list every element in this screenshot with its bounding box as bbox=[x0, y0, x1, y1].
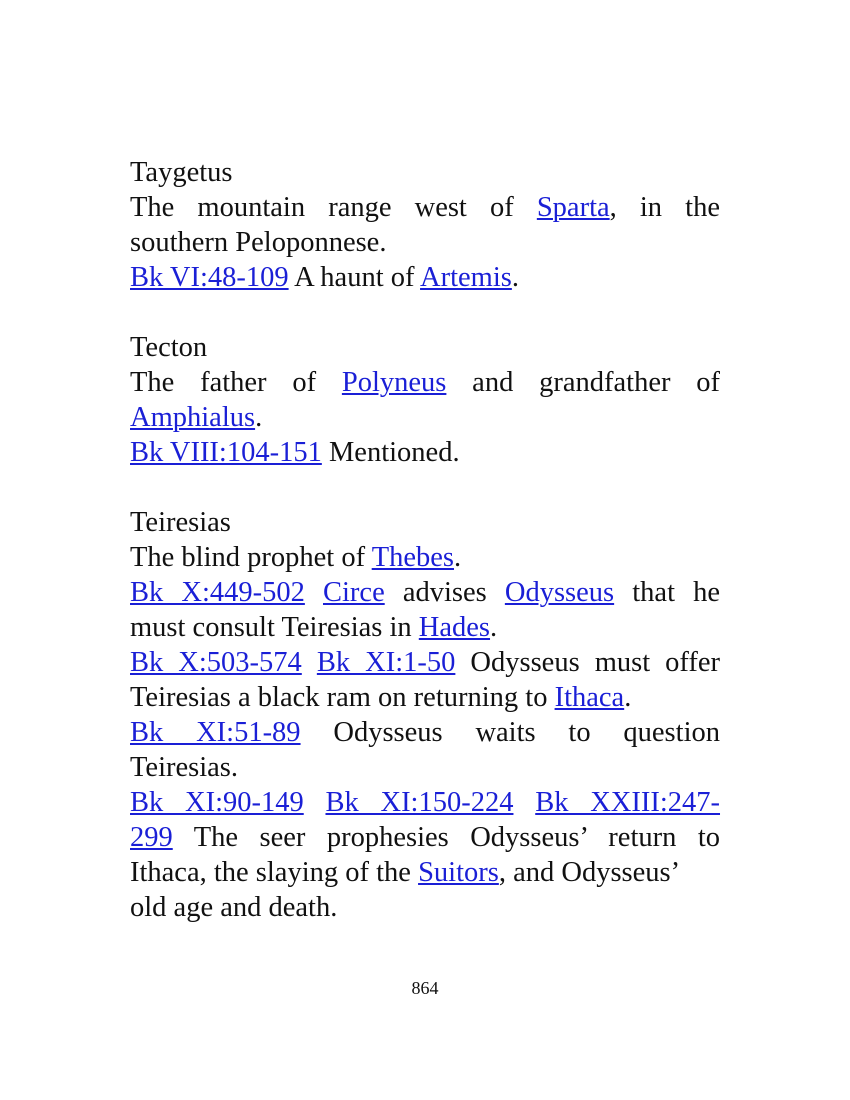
entry-line bbox=[130, 820, 720, 855]
link-thebes[interactable]: Thebes bbox=[371, 542, 454, 573]
link-sparta[interactable]: Sparta bbox=[536, 192, 610, 223]
entry-line bbox=[130, 715, 720, 750]
text-run: advises bbox=[384, 577, 505, 608]
text-run bbox=[302, 647, 317, 678]
link-bk-xi-150-224[interactable]: Bk XI:150-224 bbox=[325, 787, 514, 818]
page-number: 864 bbox=[411, 978, 439, 998]
link-hades[interactable]: Hades bbox=[418, 612, 491, 643]
text-run: Mentioned. bbox=[321, 437, 460, 468]
text-run bbox=[304, 787, 326, 818]
entry-line bbox=[130, 785, 720, 820]
text-run: . bbox=[490, 612, 498, 643]
text-run: The blind prophet of bbox=[130, 542, 372, 573]
link-bk-xi-1-50[interactable]: Bk XI:1-50 bbox=[316, 647, 456, 678]
text-run: Teiresias a black ram on returning to bbox=[130, 682, 555, 713]
link-bk-xi-51-89[interactable]: Bk XI:51-89 bbox=[130, 717, 301, 748]
text-run: Odysseus must offer bbox=[455, 647, 721, 678]
text-run: Ithaca, the slaying of the bbox=[130, 857, 419, 888]
link-bk-x-503-574[interactable]: Bk X:503-574 bbox=[130, 647, 302, 678]
text-run: old age and death. bbox=[130, 892, 338, 923]
text-run: A haunt of bbox=[288, 262, 421, 293]
text-run: . bbox=[454, 542, 462, 573]
text-run: . bbox=[255, 402, 263, 433]
text-run: , and Odysseus’ bbox=[498, 857, 681, 888]
text-run bbox=[513, 787, 535, 818]
entry-line bbox=[130, 610, 720, 645]
link-bk-vi-48-109[interactable]: Bk VI:48-109 bbox=[130, 262, 289, 293]
link-circe[interactable]: Circe bbox=[323, 577, 385, 608]
text-run: southern Peloponnese. bbox=[130, 227, 387, 258]
entry-line bbox=[130, 575, 720, 610]
entry-line bbox=[130, 260, 720, 295]
entry-line bbox=[130, 400, 720, 435]
text-run: The seer prophesies Odysseus’ return to bbox=[172, 822, 720, 853]
entry-line bbox=[130, 890, 720, 925]
link-bk-xi-90-149[interactable]: Bk XI:90-149 bbox=[130, 787, 304, 818]
text-run: . bbox=[511, 262, 519, 293]
link-bk-xxiii-247-299-cont[interactable]: 299 bbox=[130, 822, 173, 853]
text-run: must consult Teiresias in bbox=[130, 612, 419, 643]
entry-line bbox=[130, 750, 720, 785]
text-run: Odysseus waits to question bbox=[300, 717, 720, 748]
entry-line bbox=[130, 540, 720, 575]
text-run bbox=[305, 577, 323, 608]
glossary-page bbox=[130, 155, 720, 960]
link-bk-viii-104-151[interactable]: Bk VIII:104-151 bbox=[130, 437, 322, 468]
text-run: that he bbox=[614, 577, 721, 608]
entry-line bbox=[130, 190, 720, 225]
entry-heading: Tecton bbox=[130, 332, 208, 363]
text-run: The father of bbox=[130, 367, 342, 398]
link-bk-xxiii-247-299[interactable]: Bk XXIII:247- bbox=[535, 787, 721, 818]
entry-line bbox=[130, 680, 720, 715]
entry-heading: Taygetus bbox=[130, 157, 233, 188]
text-run: and grandfather of bbox=[446, 367, 720, 398]
link-suitors[interactable]: Suitors bbox=[418, 857, 499, 888]
entry-line bbox=[130, 365, 720, 400]
link-artemis[interactable]: Artemis bbox=[420, 262, 512, 293]
link-polyneus[interactable]: Polyneus bbox=[341, 367, 447, 398]
link-bk-x-449-502[interactable]: Bk X:449-502 bbox=[130, 577, 305, 608]
entry-taygetus bbox=[130, 155, 720, 295]
entry-line bbox=[130, 645, 720, 680]
entry-tecton bbox=[130, 330, 720, 470]
entry-line bbox=[130, 855, 720, 890]
text-run: Teiresias. bbox=[130, 752, 239, 783]
entry-line bbox=[130, 225, 720, 260]
text-run: The mountain range west of bbox=[130, 192, 537, 223]
link-amphialus[interactable]: Amphialus bbox=[130, 402, 256, 433]
entry-heading: Teiresias bbox=[130, 507, 231, 538]
entry-line bbox=[130, 435, 720, 470]
entry-teiresias bbox=[130, 505, 720, 925]
text-run: , in the bbox=[609, 192, 720, 223]
link-odysseus[interactable]: Odysseus bbox=[504, 577, 615, 608]
text-run: . bbox=[624, 682, 632, 713]
link-ithaca[interactable]: Ithaca bbox=[554, 682, 625, 713]
